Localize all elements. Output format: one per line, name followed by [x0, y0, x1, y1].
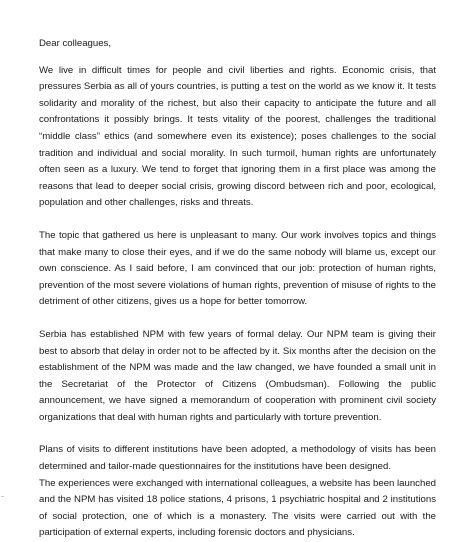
letter-body [39, 36, 436, 542]
paragraph-economic-crisis: We live in difficult times for people and civil liberties and rights. Economic crisis, that pressures Serbia as all of yours countries, is putting a test on the world as we know it. It tests solidarity and morality of the richest, but also their capacity to anticipate the future and all confrontations it possibly brings. It tests vitality of the poorest, challenges the traditional “middle class” ethics (and somewhere even its existence); poses challenges to the social tradition and individual and social morality. In such turmoil, human rights are unfortunately often seen as a luxury. We tend to forget that ignoring them in a first place was among the reasons that lead to deeper social crisis, growing discord between rich and poor, ecological, population and other challenges, risks and threats. [39, 64, 436, 209]
paragraph-experiences: The experiences were exchanged with international colleagues, a website has been launched and the NPM has visited 18 police stations, 4 prisons, 1 psychiatric hospital and 2 institutions of social protection, one of which is a monastery. The visits were carried out with the participation of external experts, including forensic doctors and physicians. [39, 477, 436, 539]
letter-greeting: Dear colleagues, [39, 38, 111, 49]
page-edge-mark [1, 496, 4, 497]
paragraph-npm-establishment: Serbia has established NPM with few years of formal delay. Our NPM team is giving their best to absorb that delay in order not to be affected by it. Six months after the decision on the establishment of the NPM was made and the law changed, we have founded a small unit in the Secretariat of the Protector of Citizens (Ombudsman). Following the public announcement, we have signed a memorandum of cooperation with prominent civil society organizations that deal with human rights and particularly with torture prevention. [39, 328, 436, 423]
paragraph-visit-plans: Plans of visits to different institutions have been adopted, a methodology of visits has been determined and tailor-made questionnaires for the institutions have been designed. [39, 444, 436, 473]
paragraph-topic: The topic that gathered us here is unpleasant to many. Our work involves topics and things that make many to close their eyes, and if we do the same nobody will blame us, except our own conscience. As I said before, I am convinced that our job: protection of human rights, prevention of the most severe violations of human rights, prevention of misuse of rights to the detriment of other citizens, gives us a hope for better tomorrow. [39, 229, 436, 308]
